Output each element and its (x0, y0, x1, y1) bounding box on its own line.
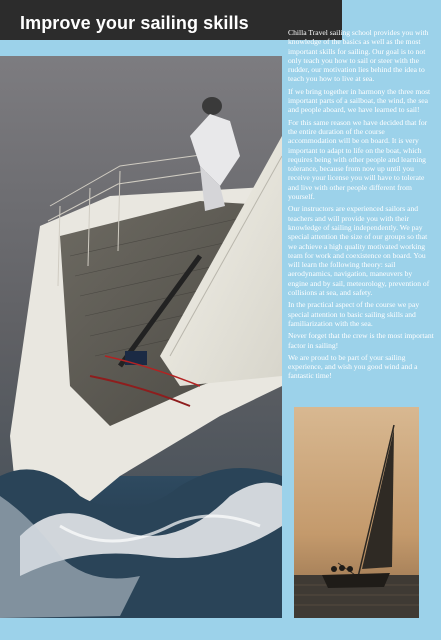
paragraph-instructors: Our instructors are experienced sailors and teachers and will provide you with their knowledge of sailing independently. We pay special attention the size of our groups so that we achieve a high quality motivated working team for work and coexistence on board. You will learn the following theory: sail aerodynamics, navigation, maneuvers by engine and by sail, meteorology, prevention of collisions at sea, and safety. (288, 204, 430, 298)
article-text (288, 28, 434, 384)
page-title: Improve your sailing skills (20, 13, 249, 33)
paragraph-practical: In the practical aspect of the course we pay special attention to basic sailing skills and familiarization with the sea. (288, 300, 420, 328)
paragraph-crew: Never forget that the crew is the most important factor in sailing! (288, 331, 434, 350)
paragraph-harmony: If we bring together in harmony the three most important parts of a sailboat, the wind, the sea and people aboard, we have learned to sail! (288, 86, 431, 115)
paragraph-intro: Chilla Travel sailing school provides you with knowledge of the basics as well as the most important skills for sailing. Our goal is to not only teach you how to sail or steer with the rudder, our motivation lies behind the idea to teach you how to live at sea. (288, 28, 429, 84)
paragraph-closing: We are proud to be part of your sailing experience, and wish you good wind and a fantastic time! (288, 352, 418, 381)
paragraph-accommodation: For this same reason we have decided that for the entire duration of the course accommodation will be on board. It is very important to adapt to life on the boat, which requires being with other people and learning tolerance, because from now up until you receive your license you will have to tolerate and live with other people different from yourself. (288, 117, 428, 202)
sailboat-heeling-photo (0, 56, 282, 618)
sunset-sailboat-photo (294, 407, 419, 618)
